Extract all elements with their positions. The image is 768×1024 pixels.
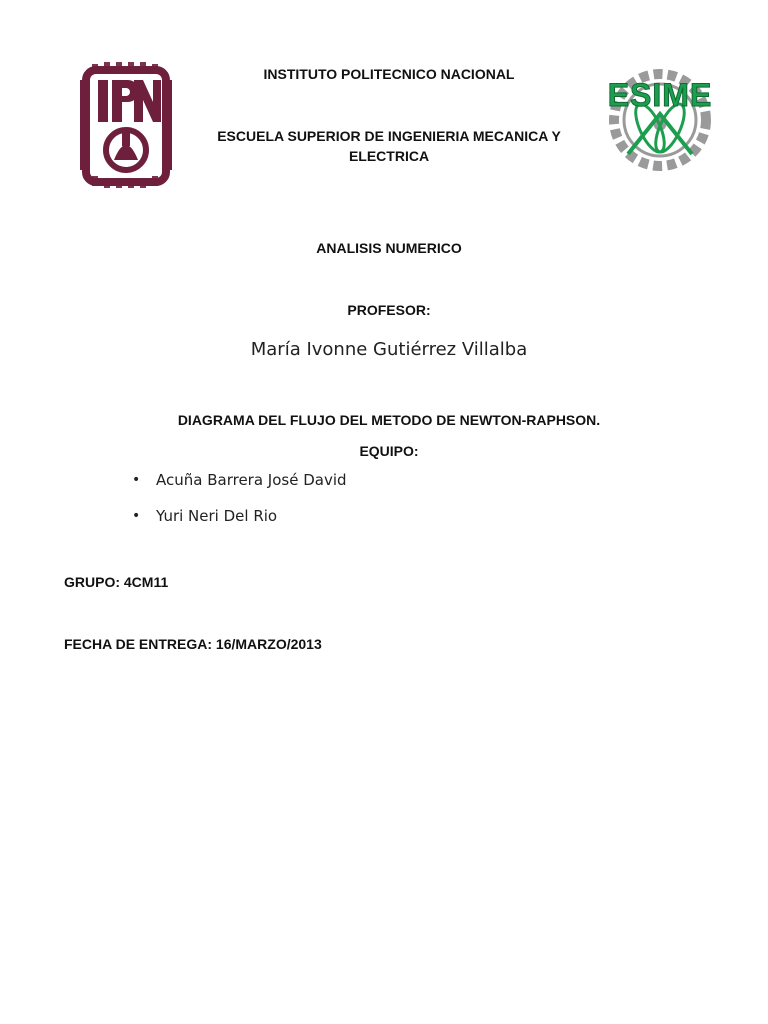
team-member-list xyxy=(130,470,347,542)
group-line: GRUPO: 4CM11 xyxy=(64,574,169,590)
delivery-date-line: FECHA DE ENTREGA: 16/MARZO/2013 xyxy=(64,636,322,652)
school-name: ESCUELA SUPERIOR DE INGENIERIA MECANICA Y ELECTRICA xyxy=(217,128,561,164)
team-member-name: Yuri Neri Del Rio xyxy=(156,507,278,525)
team-label: EQUIPO: xyxy=(359,443,419,459)
course-name: ANALISIS NUMERICO xyxy=(316,240,462,256)
professor-name: María Ivonne Gutiérrez Villalba xyxy=(250,339,528,360)
list-item xyxy=(130,470,347,490)
institution-name: INSTITUTO POLITECNICO NACIONAL xyxy=(263,66,515,82)
bullet-icon: • xyxy=(132,508,141,524)
list-item xyxy=(130,506,347,526)
professor-label: PROFESOR: xyxy=(347,302,431,318)
document-title: DIAGRAMA DEL FLUJO DEL METODO DE NEWTON-RAPHSON. xyxy=(177,412,601,428)
team-member-name: Acuña Barrera José David xyxy=(156,471,347,489)
bullet-icon: • xyxy=(132,472,141,488)
esime-logo-text: ESIME xyxy=(607,77,713,113)
